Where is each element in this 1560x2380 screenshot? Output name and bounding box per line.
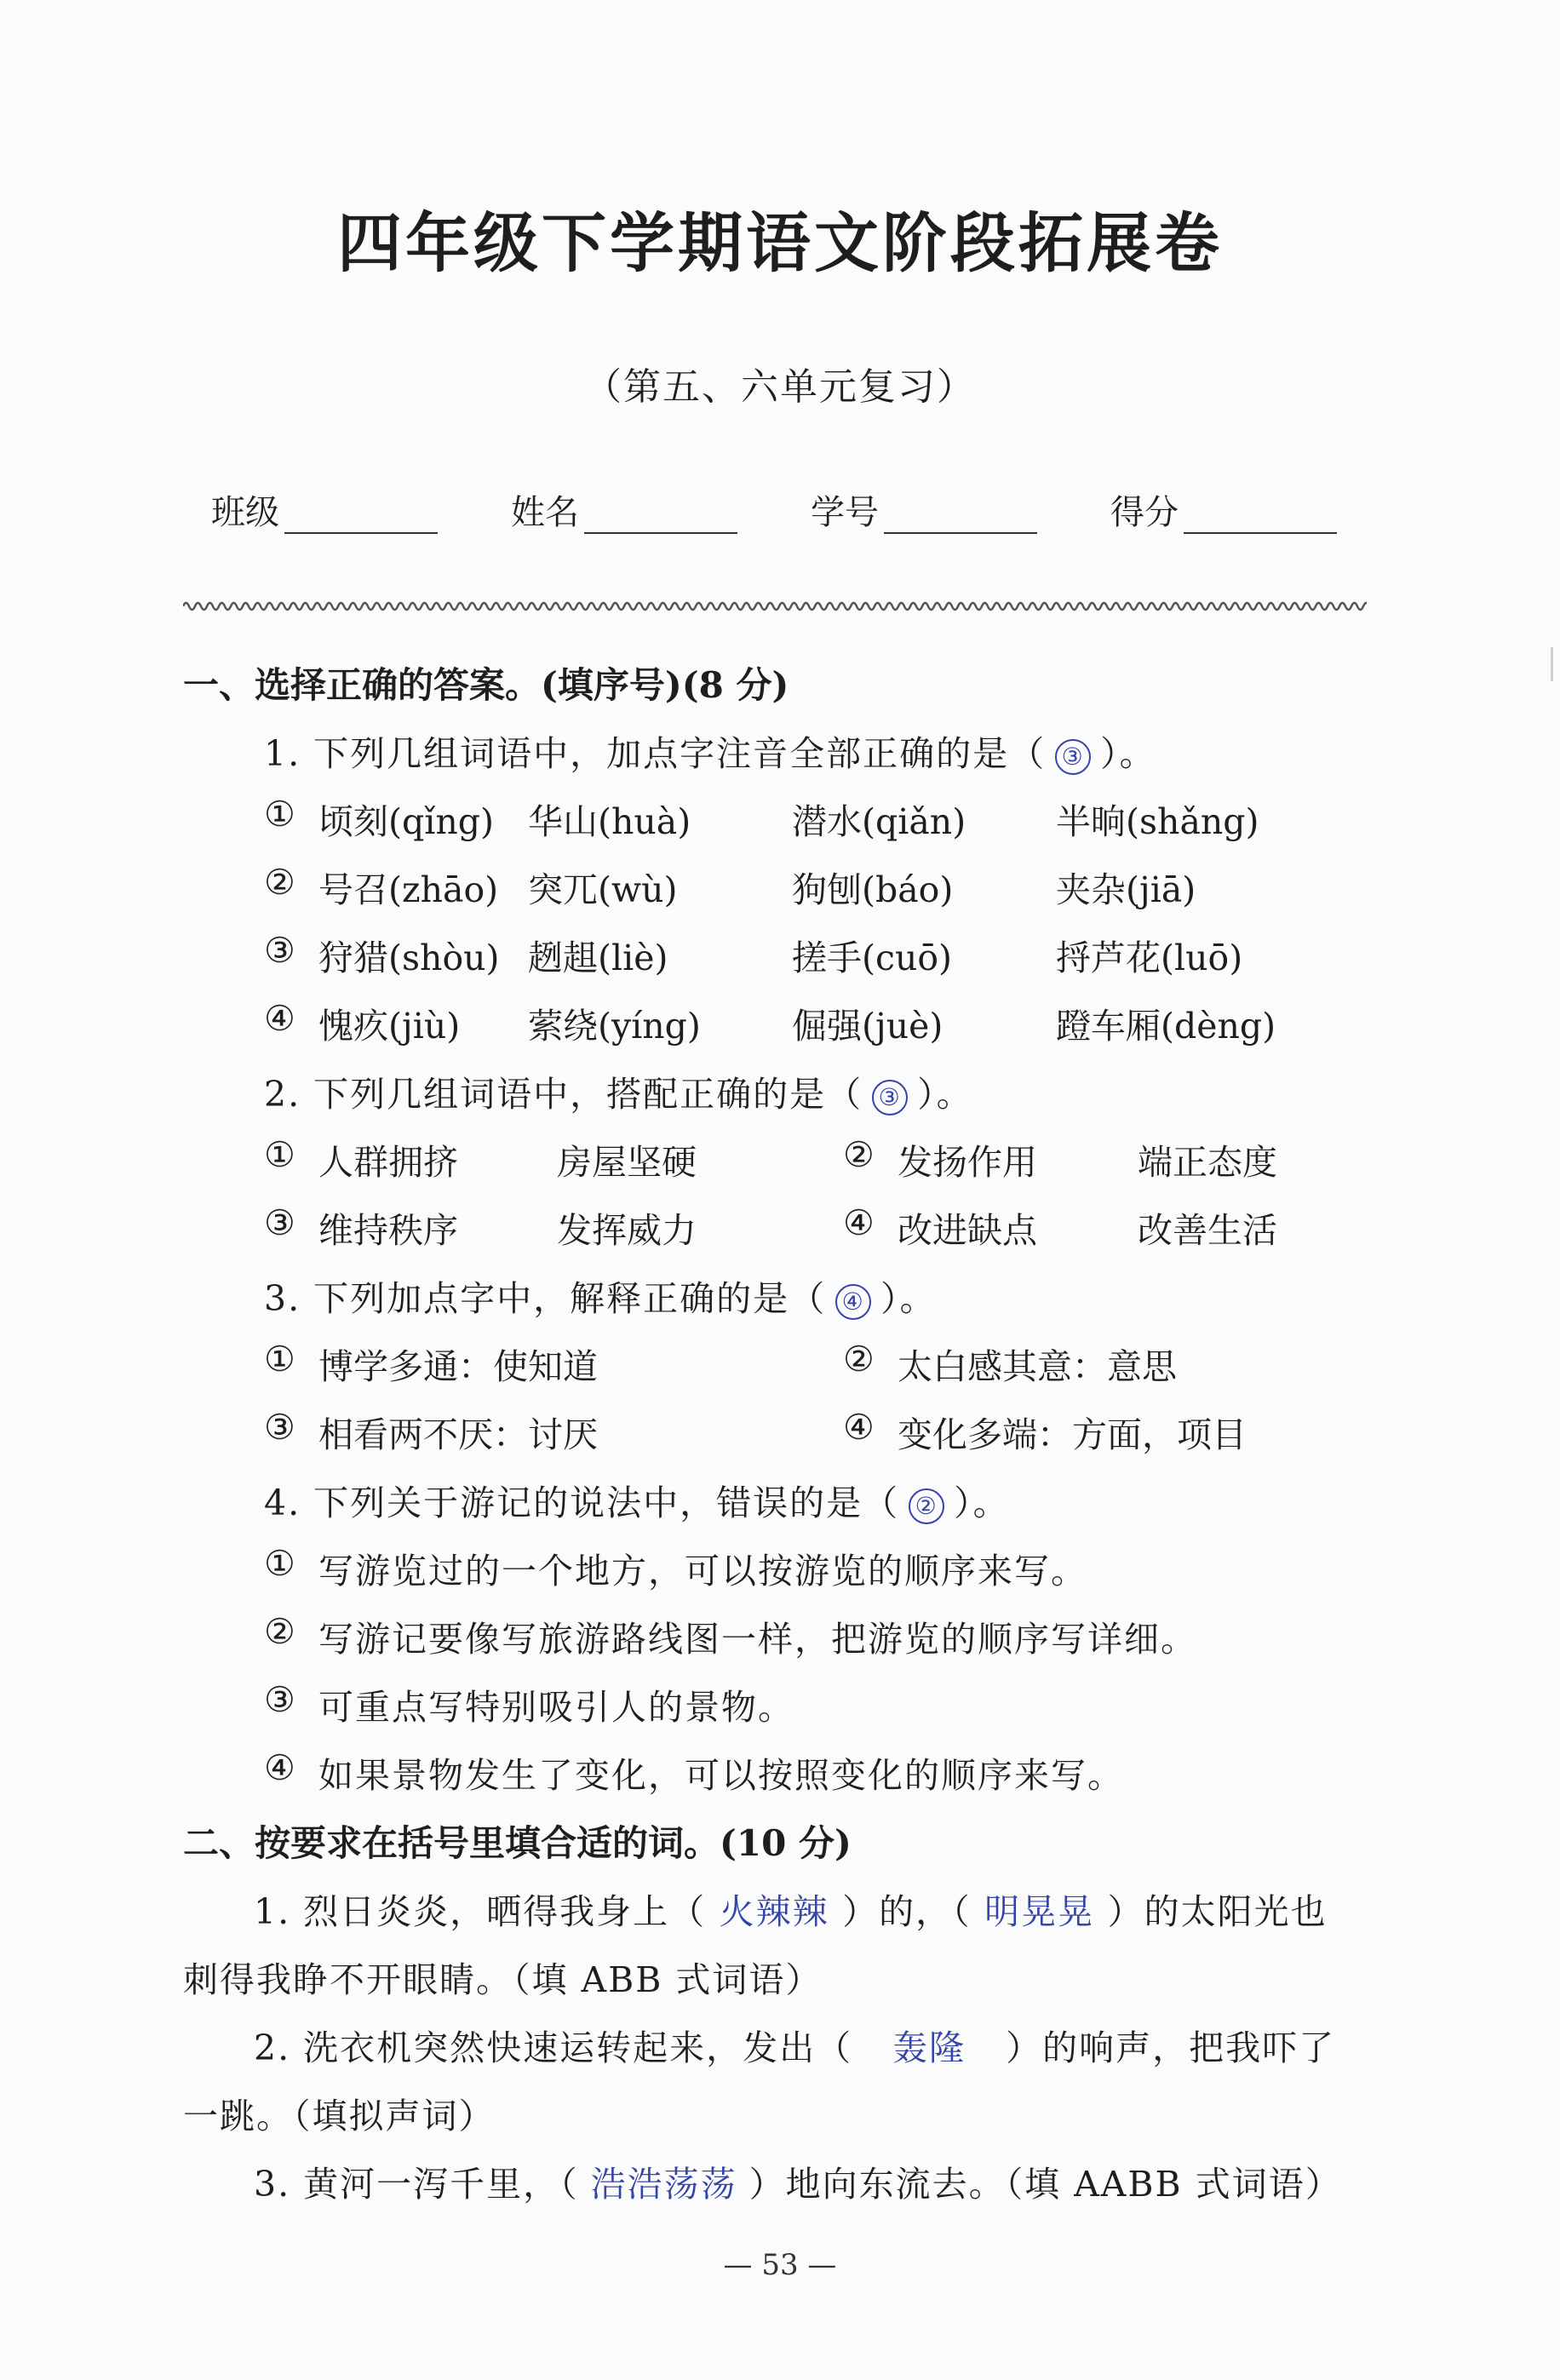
q4-option-text: 写游览过的一个地方，可以按游览的顺序来写。 [318,1551,1087,1591]
page-number: — 53 — [723,2248,837,2282]
section-1-heading: 一、选择正确的答案。(填序号)(8 分) [183,664,789,706]
q4-option-text: 如果景物发生了变化，可以按照变化的顺序来写。 [318,1755,1124,1796]
q1-stem-text: 1. 下列几组词语中，加点字注音全部正确的是（ [264,733,1047,774]
s2-q2-answer: 轰隆 [892,2028,966,2067]
student-id-field [811,485,1037,534]
s2-q1-answer-1: 火辣辣 [719,1892,829,1931]
q3-option-a-num: ① [264,1339,295,1379]
q2-option-a-num: ③ [264,1202,295,1243]
q3-option-b: 变化多端：方面，项目 [898,1414,1247,1455]
q2-answer: ③ [872,1080,908,1115]
class-field [211,485,438,534]
q1-option-word: 潜水(qiǎn) [792,801,966,842]
q2-option-b1: 改进缺点 [898,1210,1037,1251]
s2-q2-line2: 一跳。（填拟声词） [183,2096,496,2136]
q4-answer: ② [909,1488,944,1524]
s2-q3-text-b: ）地向东流去。（填 AABB 式词语） [748,2164,1342,2205]
s2-q1-text-c: ）的太阳光也 [1107,1891,1328,1932]
class-label: 班级 [211,493,279,532]
q1-option-number: ④ [264,998,295,1039]
q1-option-word: 顷刻(qǐng) [318,801,495,842]
q2-option-a2: 发挥威力 [557,1210,697,1251]
q1-option-number: ① [264,794,295,834]
wavy-divider [183,596,1367,617]
score-blank[interactable] [1184,502,1337,534]
student-id-label: 学号 [811,493,879,532]
s2-q1-text-a: 1. 烈日炎炎，晒得我身上（ [254,1891,707,1932]
q1-option-word: 搓手(cuō) [792,938,953,978]
q3-option-b-num: ② [843,1339,875,1379]
q4-stem-end: ）。 [954,1482,1010,1523]
page-title: 四年级下学期语文阶段拓展卷 [337,205,1223,281]
q4-stem-text: 4. 下列关于游记的说法中，错误的是（ [264,1482,900,1523]
s2-q2-text-b: ）的响声，把我吓了 [1006,2027,1336,2068]
student-id-blank[interactable] [884,502,1037,534]
s2-q3-answer: 浩浩荡荡 [590,2165,737,2204]
s2-q1-text-b: ）的，（ [842,1891,972,1932]
q3-option-a-num: ③ [264,1407,295,1448]
q1-option-word: 趔趄(liè) [528,938,668,978]
q2-option-a-num: ① [264,1134,295,1175]
q4-option-number: ② [264,1611,295,1652]
s2-q3-line [254,2156,1342,2206]
q1-option-word: 半晌(shǎng) [1056,801,1259,842]
q2-stem [264,1066,973,1116]
q1-option-word: 萦绕(yíng) [528,1006,701,1047]
q1-option-word: 华山(huà) [528,801,691,842]
name-label: 姓名 [511,493,579,532]
q2-option-b2: 改善生活 [1138,1210,1277,1251]
q1-option-word: 号召(zhāo) [318,869,499,910]
q1-option-number: ③ [264,930,295,971]
q1-option-word: 狗刨(báo) [792,869,954,910]
score-label: 得分 [1110,493,1179,532]
q2-option-a1: 人群拥挤 [318,1142,458,1183]
edge-mark [1551,647,1553,681]
q1-option-word: 倔强(juè) [792,1006,943,1047]
q2-option-b-num: ④ [843,1202,875,1243]
q1-option-word: 愧疚(jiù) [318,1006,461,1047]
q3-stem-end: ）。 [880,1278,937,1319]
s2-q3-text-a: 3. 黄河一泻千里，（ [254,2164,579,2205]
q2-option-b-num: ② [843,1134,875,1175]
q2-option-b2: 端正态度 [1138,1142,1277,1183]
q4-option-text: 写游记要像写旅游路线图一样，把游览的顺序写详细。 [318,1619,1197,1660]
q1-option-number: ② [264,862,295,903]
class-blank[interactable] [284,502,438,534]
q4-option-text: 可重点写特别吸引人的景物。 [318,1687,794,1728]
q2-option-b1: 发扬作用 [898,1142,1037,1183]
q4-stem [264,1475,1010,1525]
q1-option-word: 突兀(wù) [528,869,678,910]
q4-option-number: ① [264,1543,295,1584]
q3-option-b: 太白感其意：意思 [898,1346,1177,1387]
q1-option-word: 蹬车厢(dèng) [1056,1006,1276,1047]
page-subtitle: （第五、六单元复习） [584,365,976,409]
score-field [1110,485,1337,534]
s2-q2-line1 [254,2020,1335,2070]
q1-option-word: 夹杂(jiā) [1056,869,1196,910]
q3-option-a: 博学多通：使知道 [318,1346,598,1387]
q2-option-a2: 房屋坚硬 [557,1142,697,1183]
s2-q1-line1 [254,1884,1328,1934]
q3-option-b-num: ④ [843,1407,875,1448]
q4-option-number: ③ [264,1679,295,1720]
q1-stem-end: ）。 [1100,733,1156,774]
q3-answer: ④ [835,1284,871,1320]
q1-option-word: 捋芦花(luō) [1056,938,1243,978]
q3-stem [264,1270,937,1321]
name-blank[interactable] [584,502,737,534]
q3-stem-text: 3. 下列加点字中，解释正确的是（ [264,1278,827,1319]
q1-stem [264,725,1156,776]
q2-stem-end: ）。 [917,1074,973,1115]
q3-option-a: 相看两不厌：讨厌 [318,1414,598,1455]
s2-q1-line2: 刺得我睁不开眼睛。（填 ABB 式词语） [183,1959,823,2000]
q4-option-number: ④ [264,1747,295,1788]
q1-option-word: 狩猎(shòu) [318,938,500,978]
q1-answer: ③ [1055,739,1091,775]
section-2-heading: 二、按要求在括号里填合适的词。(10 分) [183,1822,852,1864]
s2-q1-answer-2: 明晃晃 [984,1892,1095,1931]
name-field [511,485,737,534]
q2-stem-text: 2. 下列几组词语中，搭配正确的是（ [264,1074,863,1115]
s2-q2-text-a: 2. 洗衣机突然快速运转起来，发出（ [254,2027,853,2068]
q2-option-a1: 维持秩序 [318,1210,458,1251]
